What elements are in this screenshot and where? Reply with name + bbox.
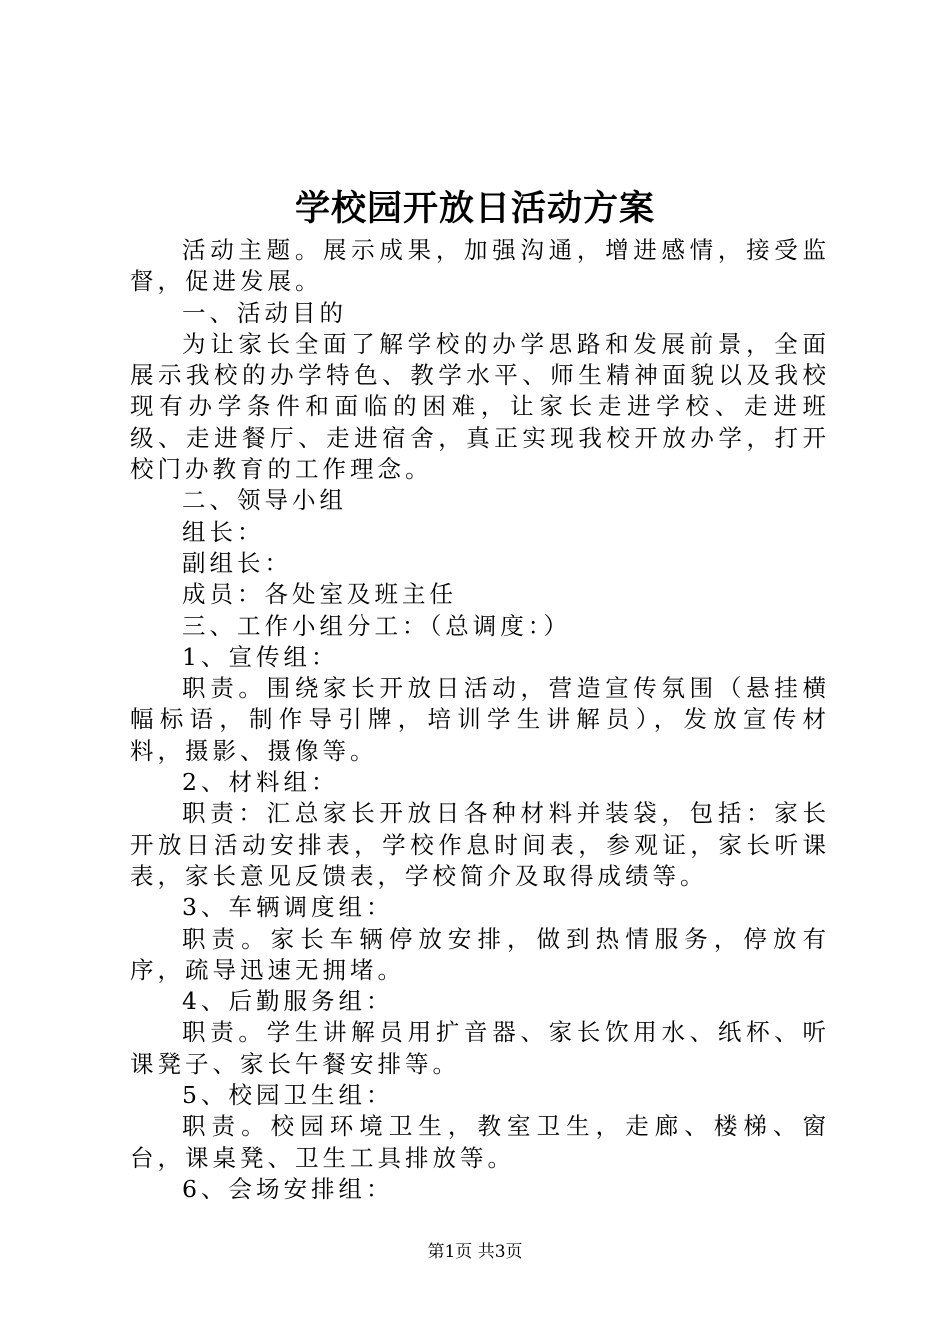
paragraph: 职责。家长车辆停放安排，做到热情服务，停放有序，疏导迅速无拥堵。 (130, 924, 830, 984)
subsection-heading: 1、宣传组： (182, 642, 339, 671)
paragraph: 职责。校园环境卫生，教室卫生，走廊、楼梯、窗台，课桌凳、卫生工具排放等。 (130, 1112, 830, 1172)
paragraph: 活动主题。展示成果，加强沟通，增进感情，接受监督，促进发展。 (130, 236, 830, 296)
subsection-heading: 6、会场安排组： (182, 1174, 394, 1203)
document-body (130, 235, 830, 1205)
paragraph: 职责。学生讲解员用扩音器、家长饮用水、纸杯、听课凳子、家长午餐安排等。 (130, 1018, 830, 1078)
paragraph: 副组长： (182, 548, 292, 577)
section-heading: 一、活动目的 (182, 298, 347, 327)
section-heading: 三、工作小组分工：（总调度：） (182, 611, 571, 640)
subsection-heading: 5、校园卫生组： (182, 1081, 394, 1110)
paragraph: 组长： (182, 517, 265, 546)
paragraph: 为让家长全面了解学校的办学思路和发展前景，全面展示我校的办学特色、教学水平、师生精神面貌以及我校现有办学条件和面临的困难，让家长走进学校、走进班级、走进餐厅、走进宿舍，真正实现我校开放办学，打开校门办教育的工作理念。 (130, 329, 830, 484)
paragraph: 职责。围绕家长开放日活动，营造宣传氛围（悬挂横幅标语，制作导引牌，培训学生讲解员），发放宣传材料，摄影、摄像等。 (130, 674, 830, 765)
paragraph: 成员：各处室及班主任 (182, 580, 457, 609)
page-footer: 第1页 共3页 (427, 1242, 523, 1262)
paragraph: 职责：汇总家长开放日各种材料并装袋，包括：家长开放日活动安排表，学校作息时间表，参观证，家长听课表，家长意见反馈表，学校简介及取得成绩等。 (130, 799, 830, 890)
section-heading: 二、领导小组 (182, 486, 347, 515)
subsection-heading: 3、车辆调度组： (182, 893, 394, 922)
document-title: 学校园开放日活动方案 (294, 188, 655, 229)
subsection-heading: 2、材料组： (182, 768, 339, 797)
subsection-heading: 4、后勤服务组： (182, 987, 394, 1016)
